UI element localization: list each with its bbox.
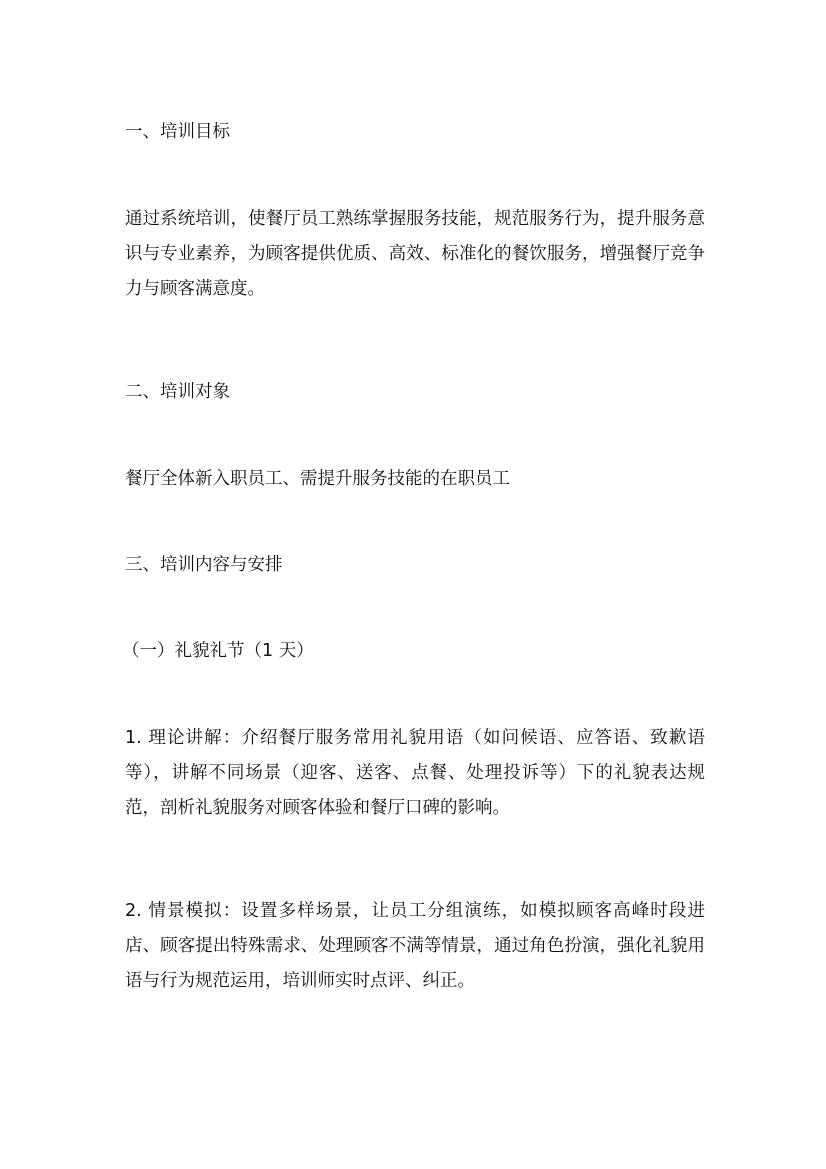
subsection-1-heading: （一）礼貌礼节（1 天） xyxy=(122,641,314,661)
section-3-heading: 三、培训内容与安排 xyxy=(125,555,283,575)
subsection-1-item-2: 2. 情景模拟：设置多样场景，让员工分组演练，如模拟顾客高峰时段进店、顾客提出特殊需求、处理顾客不满等情景，通过角色扮演，强化礼貌用语与行为规范运用，培训师实时点评、纠正。 xyxy=(125,901,705,991)
subsection-1-item-1: 1. 理论讲解：介绍餐厅服务常用礼貌用语（如问候语、应答语、致歉语等），讲解不同场景（迎客、送客、点餐、处理投诉等）下的礼貌表达规范，剖析礼貌服务对顾客体验和餐厅口碑的影响。 xyxy=(125,728,705,818)
section-2-heading: 二、培训对象 xyxy=(125,382,230,402)
section-1-body: 通过系统培训，使餐厅员工熟练掌握服务技能，规范服务行为，提升服务意识与专业素养，为顾客提供优质、高效、标准化的餐饮服务，增强餐厅竞争力与顾客满意度。 xyxy=(125,209,705,299)
section-2-body: 餐厅全体新入职员工、需提升服务技能的在职员工 xyxy=(125,469,510,489)
section-1-heading: 一、培训目标 xyxy=(125,122,230,142)
